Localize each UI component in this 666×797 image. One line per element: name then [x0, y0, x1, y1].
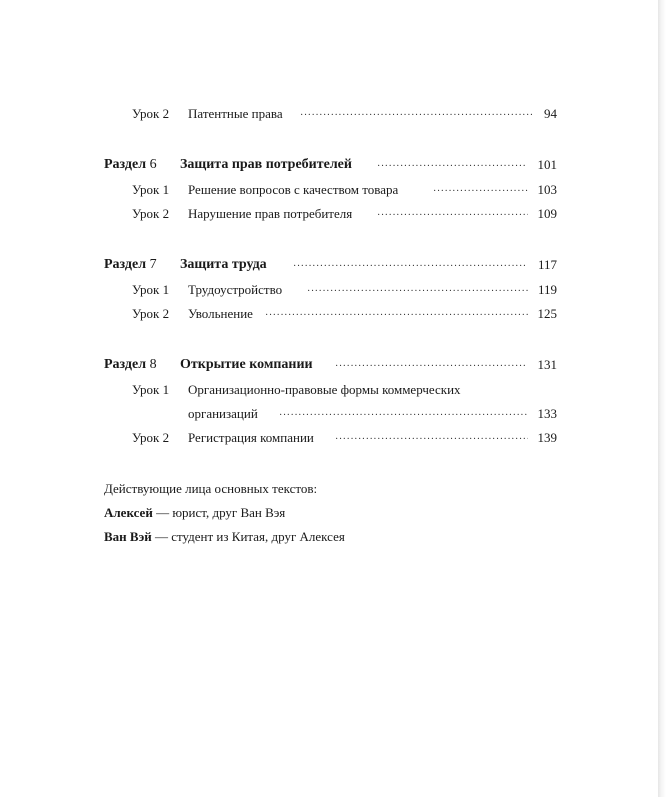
page-number: 94 [544, 106, 557, 121]
toc-entry-lesson[interactable] [0, 379, 666, 401]
toc-entry-lesson[interactable] [0, 279, 666, 301]
lesson-title: Патентные права [188, 106, 283, 121]
character-line [104, 502, 285, 524]
dot-leader [377, 203, 528, 225]
toc-entry-section[interactable] [0, 154, 666, 176]
section-label [104, 254, 157, 276]
lesson-title: Увольнение [188, 306, 253, 321]
characters-heading: Действующие лица основных текстов: [104, 481, 318, 496]
character-description: — юрист, друг Ван Вэя [152, 505, 286, 520]
dot-leader [293, 254, 527, 276]
lesson-title-continued: организаций [188, 406, 258, 421]
character-name: Ван Вэй [104, 529, 152, 544]
lesson-label: Урок 2 [132, 106, 170, 121]
lesson-label: Урок 2 [132, 206, 170, 221]
page-edge [658, 0, 666, 797]
lesson-label: Урок 1 [132, 182, 170, 197]
section-label [104, 154, 157, 176]
section-title: Защита труда [180, 257, 267, 272]
character-description: — студент из Китая, друг Алексея [151, 529, 345, 544]
toc-entry-section[interactable] [0, 354, 666, 376]
lesson-title: Регистрация компании [188, 430, 314, 445]
toc-entry-lesson[interactable] [0, 427, 666, 449]
section-title: Защита прав потребителей [180, 157, 352, 172]
lesson-label: Урок 2 [132, 430, 170, 445]
character-line [104, 526, 345, 548]
section-title: Открытие компании [180, 357, 313, 372]
toc-entry-lesson[interactable] [0, 179, 666, 201]
section-label-number: 7 [149, 257, 157, 272]
character-name: Алексей [104, 505, 153, 520]
page-number: 119 [537, 282, 557, 297]
lesson-title: Решение вопросов с качеством товара [188, 182, 399, 197]
dot-leader [335, 427, 528, 449]
section-label [104, 354, 157, 376]
dot-leader [307, 279, 528, 301]
dot-leader [433, 179, 528, 201]
section-label-word: Раздел [104, 157, 147, 172]
page-number: 103 [537, 182, 557, 197]
toc-entry-lesson-continued[interactable] [0, 403, 666, 425]
page-number: 131 [537, 357, 557, 372]
page-number: 109 [537, 206, 557, 221]
lesson-title: Трудоустройство [188, 282, 283, 297]
lesson-label: Урок 2 [132, 306, 170, 321]
lesson-title: Организационно-правовые формы коммерческих [188, 382, 461, 397]
section-label-word: Раздел [104, 257, 147, 272]
toc-entry-section[interactable] [0, 254, 666, 276]
lesson-title: Нарушение прав потребителя [188, 206, 353, 221]
dot-leader [335, 354, 527, 376]
lesson-label: Урок 1 [132, 282, 170, 297]
dot-leader [300, 103, 534, 125]
toc-entry-lesson[interactable] [0, 303, 666, 325]
dot-leader [265, 303, 528, 325]
toc-entry-lesson[interactable] [0, 103, 666, 125]
dot-leader [279, 403, 528, 425]
page-number: 139 [537, 430, 557, 445]
page-number: 133 [537, 406, 557, 421]
section-label-word: Раздел [104, 357, 147, 372]
page-number: 101 [537, 157, 557, 172]
dot-leader [377, 154, 527, 176]
lesson-label: Урок 1 [132, 382, 170, 397]
section-label-number: 8 [149, 357, 157, 372]
section-label-number: 6 [149, 157, 157, 172]
page-number: 125 [537, 306, 557, 321]
toc-entry-lesson[interactable] [0, 203, 666, 225]
page-number: 117 [537, 257, 557, 272]
